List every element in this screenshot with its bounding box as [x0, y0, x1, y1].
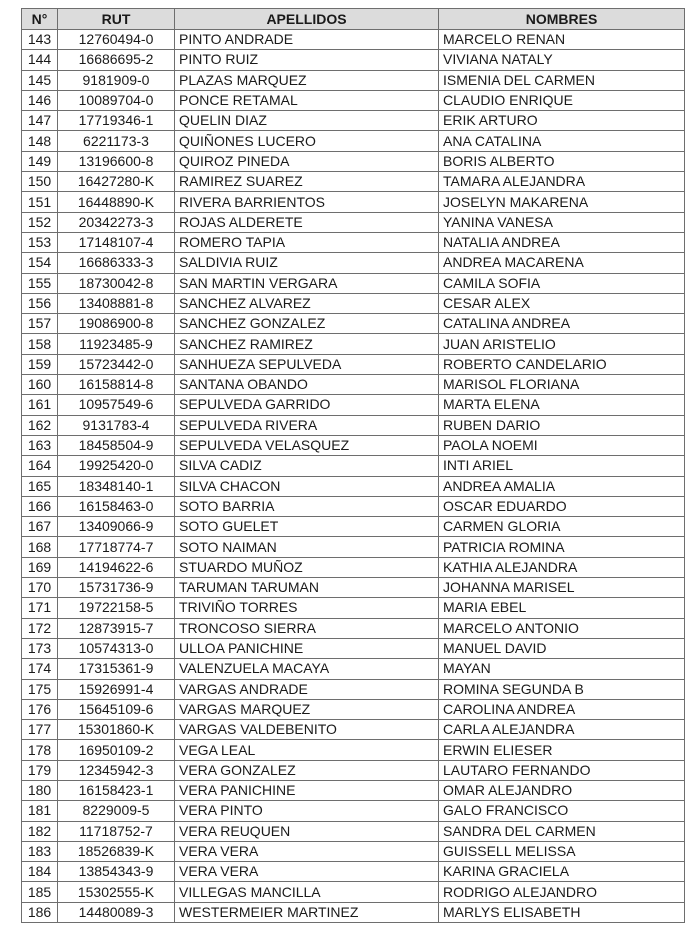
- row-nombres: CATALINA ANDREA: [439, 314, 685, 334]
- table-row: [22, 50, 685, 70]
- row-number: 183: [22, 841, 58, 861]
- table-row: [22, 314, 685, 334]
- row-apellidos: SOTO GUELET: [175, 517, 439, 537]
- row-number: 184: [22, 862, 58, 882]
- table-row: [22, 557, 685, 577]
- row-rut: 16448890-K: [58, 192, 175, 212]
- table-row: [22, 334, 685, 354]
- row-nombres: RUBEN DARIO: [439, 415, 685, 435]
- row-apellidos: STUARDO MUÑOZ: [175, 557, 439, 577]
- row-nombres: JOHANNA MARISEL: [439, 578, 685, 598]
- table-row: [22, 375, 685, 395]
- row-apellidos: VERA GONZALEZ: [175, 760, 439, 780]
- row-number: 172: [22, 618, 58, 638]
- row-apellidos: SANHUEZA SEPULVEDA: [175, 354, 439, 374]
- row-apellidos: TRONCOSO SIERRA: [175, 618, 439, 638]
- table-row: [22, 192, 685, 212]
- row-rut: 18526839-K: [58, 841, 175, 861]
- row-apellidos: VERA REUQUEN: [175, 821, 439, 841]
- row-nombres: JUAN ARISTELIO: [439, 334, 685, 354]
- row-number: 174: [22, 659, 58, 679]
- table-row: [22, 638, 685, 658]
- row-apellidos: VERA PINTO: [175, 801, 439, 821]
- row-nombres: CARLA ALEJANDRA: [439, 720, 685, 740]
- row-nombres: TAMARA ALEJANDRA: [439, 172, 685, 192]
- table-row: [22, 780, 685, 800]
- table-row: [22, 862, 685, 882]
- column-header-apellidos: APELLIDOS: [175, 9, 439, 30]
- row-apellidos: ULLOA PANICHINE: [175, 638, 439, 658]
- row-number: 155: [22, 273, 58, 293]
- row-apellidos: VERA VERA: [175, 841, 439, 861]
- row-number: 160: [22, 375, 58, 395]
- table-row: [22, 801, 685, 821]
- table-row: [22, 354, 685, 374]
- row-number: 167: [22, 517, 58, 537]
- row-nombres: MARCELO ANTONIO: [439, 618, 685, 638]
- row-nombres: OSCAR EDUARDO: [439, 496, 685, 516]
- header-row: [22, 9, 685, 30]
- row-apellidos: PINTO ANDRADE: [175, 30, 439, 50]
- row-number: 182: [22, 821, 58, 841]
- row-apellidos: RAMIREZ SUAREZ: [175, 172, 439, 192]
- row-number: 173: [22, 638, 58, 658]
- row-number: 150: [22, 172, 58, 192]
- row-number: 171: [22, 598, 58, 618]
- row-number: 179: [22, 760, 58, 780]
- row-apellidos: SANCHEZ ALVAREZ: [175, 293, 439, 313]
- row-number: 170: [22, 578, 58, 598]
- row-rut: 12345942-3: [58, 760, 175, 780]
- row-number: 166: [22, 496, 58, 516]
- row-nombres: KARINA GRACIELA: [439, 862, 685, 882]
- row-rut: 16158814-8: [58, 375, 175, 395]
- table-row: [22, 30, 685, 50]
- table-row: [22, 902, 685, 922]
- registry-table: [21, 8, 685, 923]
- row-rut: 13409066-9: [58, 517, 175, 537]
- table-row: [22, 882, 685, 902]
- row-number: 156: [22, 293, 58, 313]
- row-nombres: MARISOL FLORIANA: [439, 375, 685, 395]
- row-rut: 12873915-7: [58, 618, 175, 638]
- table-row: [22, 273, 685, 293]
- table-row: [22, 517, 685, 537]
- row-rut: 17148107-4: [58, 232, 175, 252]
- table-row: [22, 841, 685, 861]
- row-nombres: ANDREA AMALIA: [439, 476, 685, 496]
- row-nombres: KATHIA ALEJANDRA: [439, 557, 685, 577]
- row-nombres: ISMENIA DEL CARMEN: [439, 70, 685, 90]
- row-nombres: MARLYS ELISABETH: [439, 902, 685, 922]
- table-row: [22, 720, 685, 740]
- row-rut: 15731736-9: [58, 578, 175, 598]
- row-apellidos: QUELIN DIAZ: [175, 111, 439, 131]
- row-number: 181: [22, 801, 58, 821]
- row-apellidos: QUIROZ PINEDA: [175, 151, 439, 171]
- row-rut: 13408881-8: [58, 293, 175, 313]
- row-nombres: CAMILA SOFIA: [439, 273, 685, 293]
- row-number: 168: [22, 537, 58, 557]
- row-apellidos: PINTO RUIZ: [175, 50, 439, 70]
- row-rut: 10089704-0: [58, 90, 175, 110]
- table-row: [22, 496, 685, 516]
- row-nombres: GALO FRANCISCO: [439, 801, 685, 821]
- row-number: 153: [22, 232, 58, 252]
- row-apellidos: VARGAS MARQUEZ: [175, 699, 439, 719]
- row-rut: 15302555-K: [58, 882, 175, 902]
- row-rut: 18730042-8: [58, 273, 175, 293]
- table-row: [22, 70, 685, 90]
- table-row: [22, 212, 685, 232]
- row-rut: 9131783-4: [58, 415, 175, 435]
- row-apellidos: VALENZUELA MACAYA: [175, 659, 439, 679]
- table-row: [22, 131, 685, 151]
- table-row: [22, 90, 685, 110]
- row-rut: 20342273-3: [58, 212, 175, 232]
- row-rut: 18348140-1: [58, 476, 175, 496]
- row-rut: 6221173-3: [58, 131, 175, 151]
- row-rut: 16686333-3: [58, 253, 175, 273]
- table-header: [22, 9, 685, 30]
- table-row: [22, 253, 685, 273]
- row-nombres: RODRIGO ALEJANDRO: [439, 882, 685, 902]
- row-nombres: CAROLINA ANDREA: [439, 699, 685, 719]
- row-rut: 19925420-0: [58, 456, 175, 476]
- row-nombres: OMAR ALEJANDRO: [439, 780, 685, 800]
- row-rut: 9181909-0: [58, 70, 175, 90]
- row-rut: 8229009-5: [58, 801, 175, 821]
- row-number: 146: [22, 90, 58, 110]
- table-row: [22, 476, 685, 496]
- row-apellidos: PONCE RETAMAL: [175, 90, 439, 110]
- row-nombres: MARIA EBEL: [439, 598, 685, 618]
- row-rut: 16950109-2: [58, 740, 175, 760]
- row-nombres: NATALIA ANDREA: [439, 232, 685, 252]
- table-row: [22, 415, 685, 435]
- table-row: [22, 537, 685, 557]
- row-nombres: ANA CATALINA: [439, 131, 685, 151]
- row-nombres: MANUEL DAVID: [439, 638, 685, 658]
- row-apellidos: VILLEGAS MANCILLA: [175, 882, 439, 902]
- table-row: [22, 679, 685, 699]
- row-apellidos: RIVERA BARRIENTOS: [175, 192, 439, 212]
- row-apellidos: SOTO BARRIA: [175, 496, 439, 516]
- row-apellidos: VEGA LEAL: [175, 740, 439, 760]
- row-number: 159: [22, 354, 58, 374]
- row-number: 163: [22, 435, 58, 455]
- row-number: 186: [22, 902, 58, 922]
- table-row: [22, 659, 685, 679]
- row-number: 161: [22, 395, 58, 415]
- row-nombres: JOSELYN MAKARENA: [439, 192, 685, 212]
- row-apellidos: SOTO NAIMAN: [175, 537, 439, 557]
- row-number: 185: [22, 882, 58, 902]
- row-number: 164: [22, 456, 58, 476]
- row-number: 151: [22, 192, 58, 212]
- row-nombres: YANINA VANESA: [439, 212, 685, 232]
- table-row: [22, 598, 685, 618]
- row-rut: 19086900-8: [58, 314, 175, 334]
- row-rut: 13854343-9: [58, 862, 175, 882]
- row-rut: 19722158-5: [58, 598, 175, 618]
- row-nombres: BORIS ALBERTO: [439, 151, 685, 171]
- row-apellidos: PLAZAS MARQUEZ: [175, 70, 439, 90]
- row-rut: 14480089-3: [58, 902, 175, 922]
- row-nombres: MARTA ELENA: [439, 395, 685, 415]
- row-apellidos: SEPULVEDA GARRIDO: [175, 395, 439, 415]
- row-apellidos: ROJAS ALDERETE: [175, 212, 439, 232]
- row-rut: 13196600-8: [58, 151, 175, 171]
- row-apellidos: ROMERO TAPIA: [175, 232, 439, 252]
- row-nombres: MARCELO RENAN: [439, 30, 685, 50]
- row-number: 152: [22, 212, 58, 232]
- row-rut: 16158463-0: [58, 496, 175, 516]
- row-apellidos: QUIÑONES LUCERO: [175, 131, 439, 151]
- row-rut: 15645109-6: [58, 699, 175, 719]
- row-number: 147: [22, 111, 58, 131]
- row-rut: 10957549-6: [58, 395, 175, 415]
- row-nombres: ERWIN ELIESER: [439, 740, 685, 760]
- row-rut: 14194622-6: [58, 557, 175, 577]
- row-apellidos: VERA PANICHINE: [175, 780, 439, 800]
- table-row: [22, 232, 685, 252]
- column-header-num: N°: [22, 9, 58, 30]
- row-nombres: MAYAN: [439, 659, 685, 679]
- row-number: 180: [22, 780, 58, 800]
- row-nombres: LAUTARO FERNANDO: [439, 760, 685, 780]
- row-apellidos: SANCHEZ RAMIREZ: [175, 334, 439, 354]
- table-row: [22, 760, 685, 780]
- row-number: 143: [22, 30, 58, 50]
- row-number: 144: [22, 50, 58, 70]
- row-apellidos: SANTANA OBANDO: [175, 375, 439, 395]
- table-row: [22, 821, 685, 841]
- row-number: 145: [22, 70, 58, 90]
- row-apellidos: SEPULVEDA VELASQUEZ: [175, 435, 439, 455]
- table-row: [22, 435, 685, 455]
- row-apellidos: VARGAS ANDRADE: [175, 679, 439, 699]
- row-apellidos: VERA VERA: [175, 862, 439, 882]
- row-rut: 15723442-0: [58, 354, 175, 374]
- row-rut: 16686695-2: [58, 50, 175, 70]
- row-apellidos: SAN MARTIN VERGARA: [175, 273, 439, 293]
- row-number: 175: [22, 679, 58, 699]
- row-number: 149: [22, 151, 58, 171]
- table-row: [22, 740, 685, 760]
- row-rut: 16158423-1: [58, 780, 175, 800]
- row-number: 169: [22, 557, 58, 577]
- table-row: [22, 172, 685, 192]
- row-rut: 15926991-4: [58, 679, 175, 699]
- row-nombres: ROMINA SEGUNDA B: [439, 679, 685, 699]
- table-row: [22, 618, 685, 638]
- row-nombres: ERIK ARTURO: [439, 111, 685, 131]
- row-nombres: ANDREA MACARENA: [439, 253, 685, 273]
- row-number: 178: [22, 740, 58, 760]
- row-apellidos: SEPULVEDA RIVERA: [175, 415, 439, 435]
- row-apellidos: SALDIVIA RUIZ: [175, 253, 439, 273]
- row-number: 157: [22, 314, 58, 334]
- row-rut: 18458504-9: [58, 435, 175, 455]
- table-row: [22, 578, 685, 598]
- row-apellidos: WESTERMEIER MARTINEZ: [175, 902, 439, 922]
- row-nombres: CESAR ALEX: [439, 293, 685, 313]
- row-number: 177: [22, 720, 58, 740]
- row-nombres: SANDRA DEL CARMEN: [439, 821, 685, 841]
- table-row: [22, 395, 685, 415]
- row-rut: 17718774-7: [58, 537, 175, 557]
- row-number: 162: [22, 415, 58, 435]
- row-apellidos: TRIVIÑO TORRES: [175, 598, 439, 618]
- row-rut: 10574313-0: [58, 638, 175, 658]
- row-rut: 11718752-7: [58, 821, 175, 841]
- row-number: 158: [22, 334, 58, 354]
- row-number: 154: [22, 253, 58, 273]
- row-nombres: VIVIANA NATALY: [439, 50, 685, 70]
- table-row: [22, 151, 685, 171]
- row-nombres: PATRICIA ROMINA: [439, 537, 685, 557]
- row-nombres: CLAUDIO ENRIQUE: [439, 90, 685, 110]
- document-page: [21, 8, 684, 923]
- table-row: [22, 293, 685, 313]
- row-rut: 17719346-1: [58, 111, 175, 131]
- row-apellidos: SILVA CHACON: [175, 476, 439, 496]
- row-number: 148: [22, 131, 58, 151]
- column-header-nombres: NOMBRES: [439, 9, 685, 30]
- table-body: [22, 30, 685, 923]
- row-apellidos: VARGAS VALDEBENITO: [175, 720, 439, 740]
- row-apellidos: SANCHEZ GONZALEZ: [175, 314, 439, 334]
- row-nombres: GUISSELL MELISSA: [439, 841, 685, 861]
- row-rut: 16427280-K: [58, 172, 175, 192]
- table-row: [22, 111, 685, 131]
- row-nombres: CARMEN GLORIA: [439, 517, 685, 537]
- table-row: [22, 699, 685, 719]
- row-apellidos: TARUMAN TARUMAN: [175, 578, 439, 598]
- row-nombres: ROBERTO CANDELARIO: [439, 354, 685, 374]
- table-row: [22, 456, 685, 476]
- row-nombres: PAOLA NOEMI: [439, 435, 685, 455]
- row-number: 165: [22, 476, 58, 496]
- row-rut: 15301860-K: [58, 720, 175, 740]
- row-rut: 12760494-0: [58, 30, 175, 50]
- row-rut: 11923485-9: [58, 334, 175, 354]
- row-nombres: INTI ARIEL: [439, 456, 685, 476]
- row-number: 176: [22, 699, 58, 719]
- row-rut: 17315361-9: [58, 659, 175, 679]
- column-header-rut: RUT: [58, 9, 175, 30]
- row-apellidos: SILVA CADIZ: [175, 456, 439, 476]
